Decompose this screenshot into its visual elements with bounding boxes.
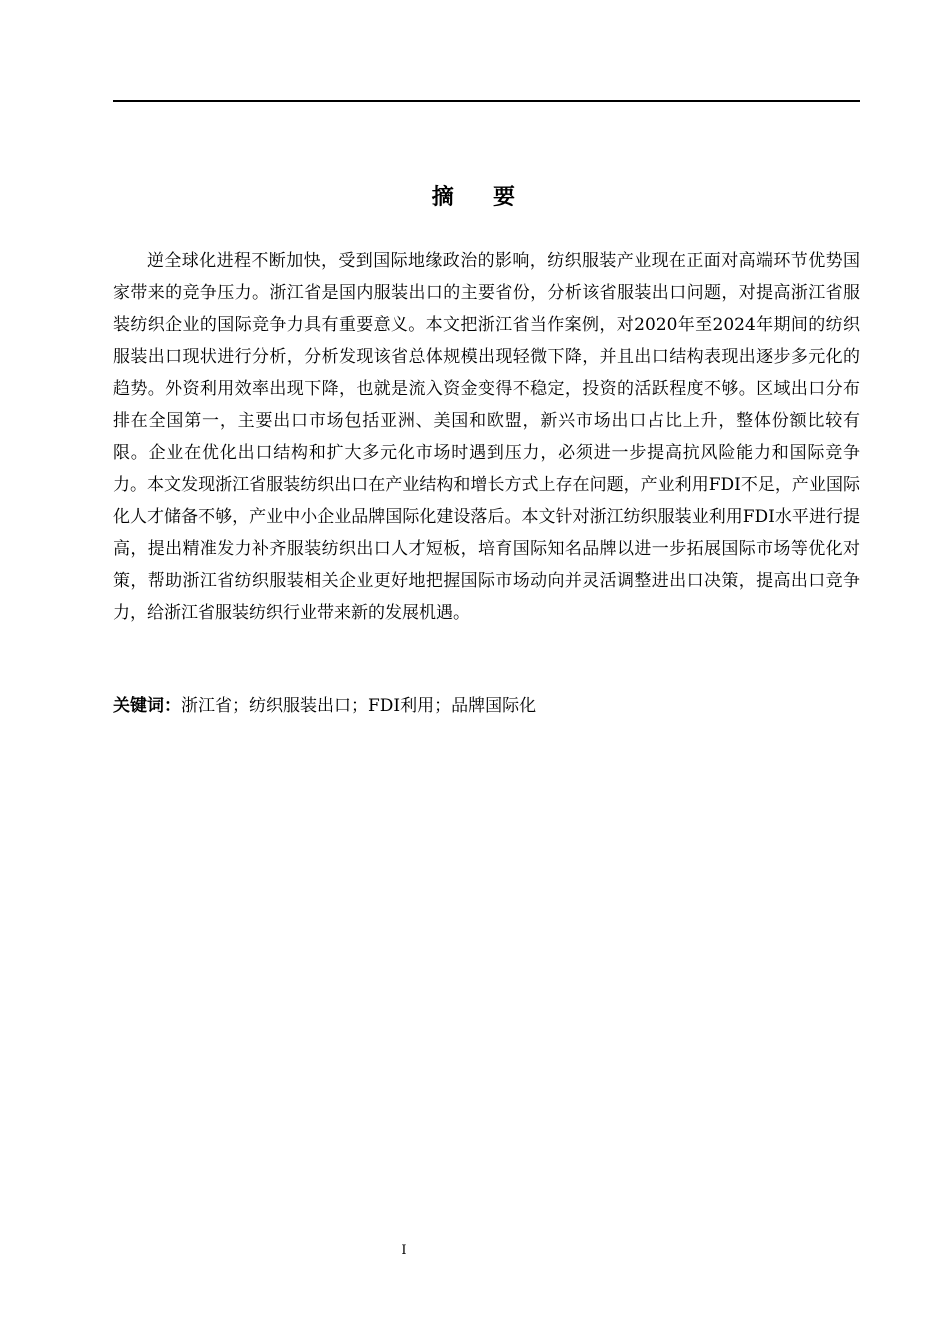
keywords-value: 浙江省；纺织服装出口；FDI利用；品牌国际化 — [181, 696, 537, 716]
keywords-line — [113, 692, 860, 720]
abstract-body: 逆全球化进程不断加快，受到国际地缘政治的影响，纺织服装产业现在正面对高端环节优势国家带来的竞争压力。浙江省是国内服装出口的主要省份，分析该省服装出口问题，对提高浙江省服装纺织企业的国际竞争力具有重要意义。本文把浙江省当作案例，对2020年至2024年期间的纺织服装出口现状进行分析，分析发现该省总体规模出现轻微下降，并且出口结构表现出逐步多元化的趋势。外资利用效率出现下降，也就是流入资金变得不稳定，投资的活跃程度不够。区域出口分布排在全国第一，主要出口市场包括亚洲、美国和欧盟，新兴市场出口占比上升，整体份额比较有限。企业在优化出口结构和扩大多元化市场时遇到压力，必须进一步提高抗风险能力和国际竞争力。本文发现浙江省服装纺织出口在产业结构和增长方式上存在问题，产业利用FDI不足，产业国际化人才储备不够，产业中小企业品牌国际化建设落后。本文针对浙江纺织服装业利用FDI水平进行提高，提出精准发力补齐服装纺织出口人才短板，培育国际知名品牌以进一步拓展国际市场等优化对策，帮助浙江省纺织服装相关企业更好地把握国际市场动向并灵活调整进出口决策，提高出口竞争力，给浙江省服装纺织行业带来新的发展机遇。 — [113, 251, 860, 623]
abstract-title-char: 摘 — [431, 185, 457, 210]
page-number: I — [401, 1243, 407, 1258]
keywords-label: 关键词： — [113, 696, 181, 716]
abstract-title-char: 要 — [493, 185, 519, 210]
header-rule — [113, 100, 860, 102]
abstract-title — [0, 180, 950, 211]
